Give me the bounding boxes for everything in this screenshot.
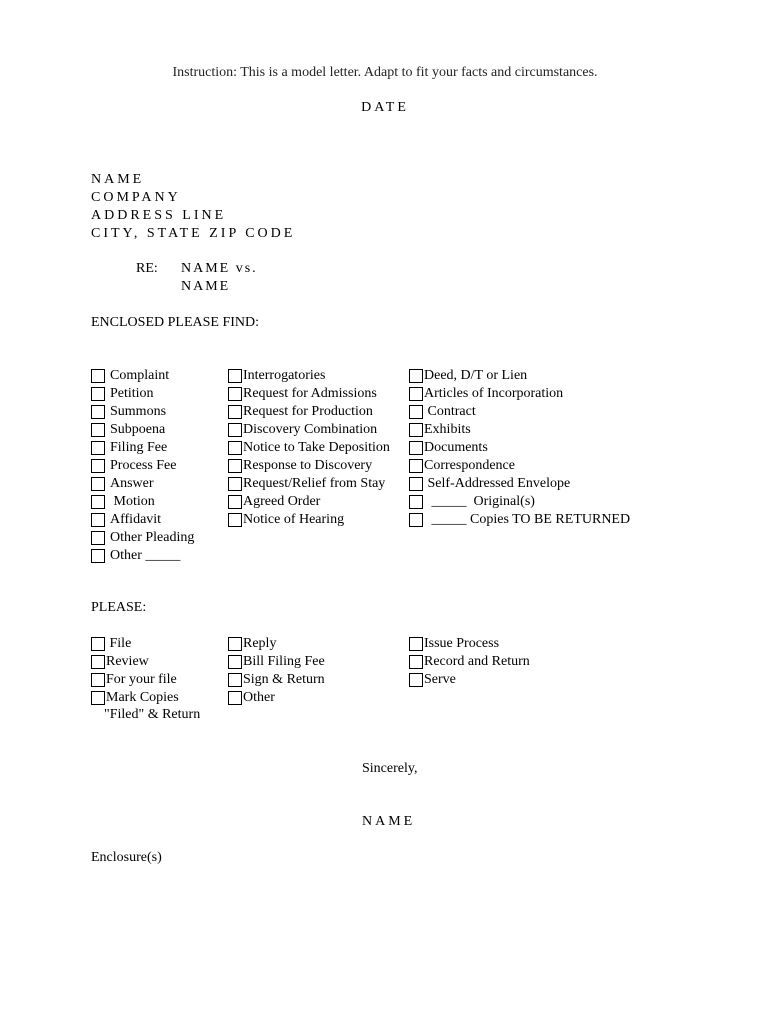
checkbox-box[interactable]	[228, 637, 242, 651]
checkbox-other-pleading[interactable]: Other Pleading	[91, 529, 194, 547]
checkbox-box[interactable]	[228, 369, 242, 383]
checkbox-box[interactable]	[91, 531, 105, 545]
checkbox-box[interactable]	[91, 673, 105, 687]
checkbox-box[interactable]	[409, 513, 423, 527]
checkbox-mark-copies[interactable]: Mark Copies	[91, 689, 179, 707]
checkbox-notice-of-hearing[interactable]: Notice of Hearing	[228, 511, 344, 529]
checkbox-box[interactable]	[228, 387, 242, 401]
checkbox-copies-to-be-returned[interactable]: _____ Copies TO BE RETURNED	[409, 511, 630, 529]
checkbox-bill-filing-fee[interactable]: Bill Filing Fee	[228, 653, 325, 671]
checkbox-contract[interactable]: Contract	[409, 403, 476, 421]
checkbox-box[interactable]	[409, 673, 423, 687]
checkbox-box[interactable]	[409, 459, 423, 473]
checkbox-box[interactable]	[91, 405, 105, 419]
checkbox-self-addressed-envelope[interactable]: Self-Addressed Envelope	[409, 475, 570, 493]
checkbox-box[interactable]	[91, 513, 105, 527]
checkbox-box[interactable]	[409, 387, 423, 401]
checkbox-box[interactable]	[228, 441, 242, 455]
checkbox-box[interactable]	[228, 477, 242, 491]
checkbox-box[interactable]	[409, 423, 423, 437]
closing-text: Sincerely,	[362, 761, 418, 776]
checkbox-box[interactable]	[228, 495, 242, 509]
date-placeholder: DATE	[361, 100, 409, 115]
checkbox-discovery-combination[interactable]: Discovery Combination	[228, 421, 377, 439]
checkbox-box[interactable]	[228, 459, 242, 473]
please-heading: PLEASE:	[91, 600, 147, 615]
recipient-address-line: ADDRESS LINE	[91, 208, 227, 223]
checkbox-box[interactable]	[409, 369, 423, 383]
checkbox-box[interactable]	[409, 477, 423, 491]
recipient-city-state-zip: CITY, STATE ZIP CODE	[91, 226, 296, 241]
recipient-name: NAME	[91, 172, 145, 187]
checkbox-sign-and-return[interactable]: Sign & Return	[228, 671, 325, 689]
signature-name: NAME	[362, 814, 416, 829]
checkbox-for-your-file[interactable]: For your file	[91, 671, 177, 689]
checkbox-box[interactable]	[91, 369, 105, 383]
checkbox-serve[interactable]: Serve	[409, 671, 456, 689]
recipient-company: COMPANY	[91, 190, 181, 205]
checkbox-box[interactable]	[228, 423, 242, 437]
checkbox-reply[interactable]: Reply	[228, 635, 276, 653]
checkbox-box[interactable]	[91, 691, 105, 705]
checkbox-box[interactable]	[91, 495, 105, 509]
enclosed-heading: ENCLOSED PLEASE FIND:	[91, 315, 260, 330]
checkbox-box[interactable]	[91, 423, 105, 437]
checkbox-interrogatories[interactable]: Interrogatories	[228, 367, 325, 385]
checkbox-box[interactable]	[409, 655, 423, 669]
checkbox-box[interactable]	[91, 637, 105, 651]
checkbox-affidavit[interactable]: Affidavit	[91, 511, 161, 529]
checkbox-petition[interactable]: Petition	[91, 385, 154, 403]
checkbox-box[interactable]	[409, 441, 423, 455]
instruction-text: Instruction: This is a model letter. Adapt to fit your facts and circumstances.	[172, 65, 598, 80]
checkbox-answer[interactable]: Answer	[91, 475, 154, 493]
checkbox-deed-dt-lien[interactable]: Deed, D/T or Lien	[409, 367, 527, 385]
checkbox-box[interactable]	[409, 405, 423, 419]
checkbox-documents[interactable]: Documents	[409, 439, 488, 457]
checkbox-request-for-admissions[interactable]: Request for Admissions	[228, 385, 377, 403]
checkbox-issue-process[interactable]: Issue Process	[409, 635, 499, 653]
checkbox-box[interactable]	[91, 441, 105, 455]
checkbox-box[interactable]	[228, 655, 242, 669]
checkbox-box[interactable]	[91, 459, 105, 473]
checkbox-articles-of-incorporation[interactable]: Articles of Incorporation	[409, 385, 563, 403]
checkbox-box[interactable]	[409, 637, 423, 651]
re-line-2: NAME	[181, 279, 231, 294]
checkbox-correspondence[interactable]: Correspondence	[409, 457, 515, 475]
re-label: RE:	[136, 261, 158, 276]
checkbox-request-relief-from-stay[interactable]: Request/Relief from Stay	[228, 475, 385, 493]
enclosures-label: Enclosure(s)	[91, 850, 162, 865]
checkbox-agreed-order[interactable]: Agreed Order	[228, 493, 320, 511]
checkbox-box[interactable]	[91, 387, 105, 401]
checkbox-motion[interactable]: Motion	[91, 493, 155, 511]
checkbox-summons[interactable]: Summons	[91, 403, 166, 421]
checkbox-notice-to-take-deposition[interactable]: Notice to Take Deposition	[228, 439, 390, 457]
checkbox-process-fee[interactable]: Process Fee	[91, 457, 177, 475]
checkbox-box[interactable]	[91, 477, 105, 491]
checkbox-box[interactable]	[228, 513, 242, 527]
checkbox-record-and-return[interactable]: Record and Return	[409, 653, 530, 671]
mark-copies-continuation: "Filed" & Return	[104, 707, 201, 722]
checkbox-box[interactable]	[91, 655, 105, 669]
re-line-1: NAME vs.	[181, 261, 258, 276]
checkbox-review[interactable]: Review	[91, 653, 149, 671]
checkbox-other[interactable]: Other _____	[91, 547, 180, 565]
checkbox-box[interactable]	[228, 691, 242, 705]
checkbox-originals[interactable]: _____ Original(s)	[409, 493, 535, 511]
checkbox-exhibits[interactable]: Exhibits	[409, 421, 471, 439]
checkbox-box[interactable]	[409, 495, 423, 509]
checkbox-complaint[interactable]: Complaint	[91, 367, 169, 385]
checkbox-please-other[interactable]: Other	[228, 689, 275, 707]
checkbox-subpoena[interactable]: Subpoena	[91, 421, 165, 439]
checkbox-box[interactable]	[228, 673, 242, 687]
checkbox-request-for-production[interactable]: Request for Production	[228, 403, 373, 421]
checkbox-box[interactable]	[228, 405, 242, 419]
checkbox-response-to-discovery[interactable]: Response to Discovery	[228, 457, 372, 475]
checkbox-filing-fee[interactable]: Filing Fee	[91, 439, 167, 457]
checkbox-file[interactable]: File	[91, 635, 131, 653]
checkbox-box[interactable]	[91, 549, 105, 563]
